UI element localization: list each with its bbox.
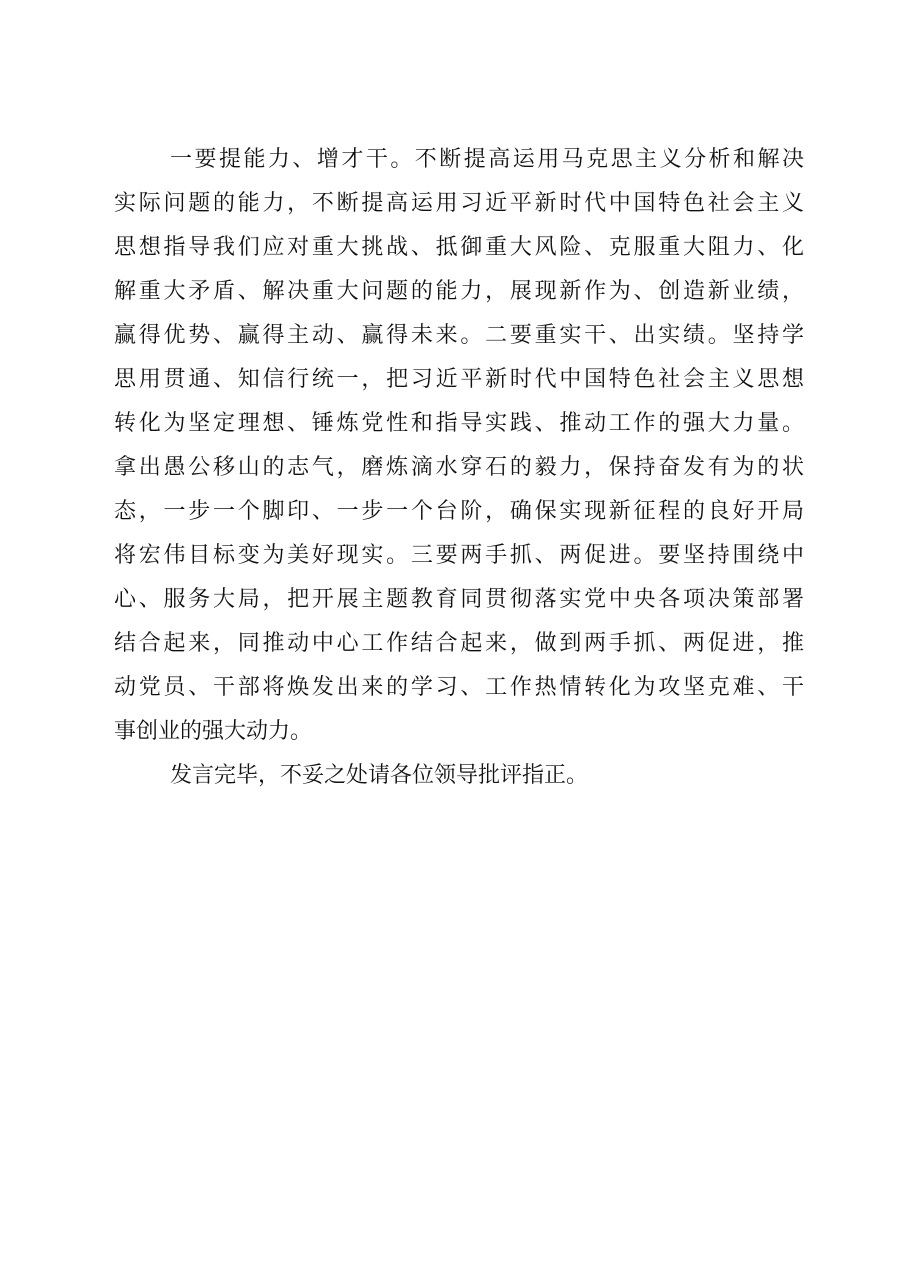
- text-line: 拿出愚公移山的志气，磨炼滴水穿石的毅力，保持奋发有为的状: [114, 455, 804, 480]
- document-body: [114, 138, 814, 798]
- text-line: 赢得优势、赢得主动、赢得未来。二要重实干、出实绩。坚持学: [114, 323, 804, 348]
- text-line: 解重大矛盾、解决重大问题的能力，展现新作为、创造新业绩，: [114, 279, 804, 304]
- text-line: 转化为坚定理想、锤炼党性和指导实践、推动工作的强大力量。: [114, 411, 804, 436]
- text-line: 结合起来，同推动中心工作结合起来，做到两手抓、两促进，推: [114, 631, 804, 656]
- text-line: 态，一步一个脚印、一步一个台阶，确保实现新征程的良好开局: [114, 499, 804, 524]
- text-line: 将宏伟目标变为美好现实。三要两手抓、两促进。要坚持围绕中: [114, 543, 804, 568]
- text-line: 思用贯通、知信行统一，把习近平新时代中国特色社会主义思想: [114, 367, 804, 392]
- closing-paragraph: [114, 754, 814, 798]
- text-line: 事创业的强大动力。: [114, 719, 313, 744]
- text-line: 实际问题的能力，不断提高运用习近平新时代中国特色社会主义: [114, 191, 804, 216]
- text-line: 发言完毕，不妥之处请各位领导批评指正。: [170, 763, 589, 788]
- text-line: 一要提能力、增才干。不断提高运用马克思主义分析和解决: [170, 147, 804, 172]
- body-paragraph-1: [114, 138, 814, 754]
- text-line: 动党员、干部将焕发出来的学习、工作热情转化为攻坚克难、干: [114, 675, 804, 700]
- text-line: 思想指导我们应对重大挑战、抵御重大风险、克服重大阻力、化: [114, 235, 804, 260]
- text-line: 心、服务大局，把开展主题教育同贯彻落实党中央各项决策部署: [114, 587, 804, 612]
